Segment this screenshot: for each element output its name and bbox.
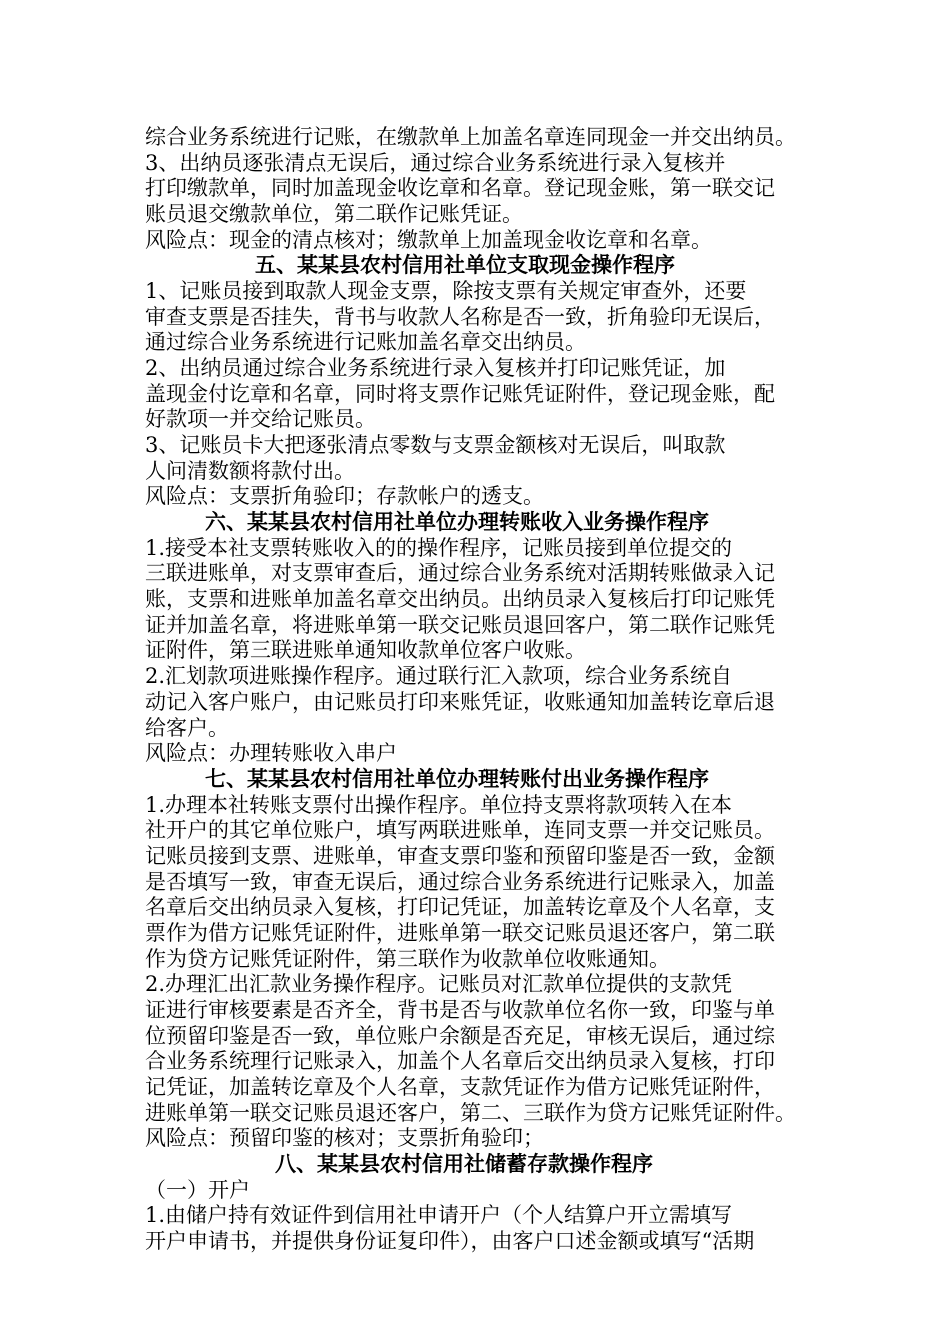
text-line: 票作为借方记账凭证附件，进账单第一联交记账员退还客户，第二联 (145, 921, 775, 945)
text-line: 给客户。 (145, 716, 229, 740)
text-line: 位预留印鉴是否一致，单位账户余额是否充足，审核无误后，通过综 (145, 1024, 775, 1048)
text-line: 审查支票是否挂失，背书与收款人名称是否一致，折角验印无误后， (145, 305, 775, 329)
text-line: 2、出纳员通过综合业务系统进行录入复核并打印记账凭证，加 (145, 356, 726, 380)
text-line: 人问清数额将款付出。 (145, 459, 355, 483)
text-line: 社开户的其它单位账户，填写两联进账单，连同支票一并交记账员。 (145, 818, 775, 842)
text-line: 1、记账员接到取款人现金支票，除按支票有关规定审查外，还要 (145, 279, 747, 303)
section-heading: 八、某某县农村信用社储蓄存款操作程序 (275, 1152, 653, 1176)
text-line: 综合业务系统进行记账，在缴款单上加盖名章连同现金一并交出纳员。 (145, 125, 796, 149)
text-line: 2.汇划款项进账操作程序。通过联行汇入款项，综合业务系统自 (145, 664, 733, 688)
text-line: 进账单第一联交记账员退还客户，第二、三联作为贷方记账凭证附件。 (145, 1101, 796, 1125)
text-line: 名章后交出纳员录入复核，打印记凭证，加盖转讫章及个人名章，支 (145, 895, 775, 919)
text-line: 风险点：支票折角验印；存款帐户的透支。 (145, 484, 544, 508)
text-line: 1.办理本社转账支票付出操作程序。单位持支票将款项转入在本 (145, 793, 733, 817)
text-line: 合业务系统理行记账录入，加盖个人名章后交出纳员录入复核，打印 (145, 1049, 775, 1073)
text-line: 风险点：预留印鉴的核对；支票折角验印； (145, 1126, 544, 1150)
section-heading: 六、某某县农村信用社单位办理转账收入业务操作程序 (205, 510, 709, 534)
text-line: 账员退交缴款单位，第二联作记账凭证。 (145, 202, 523, 226)
text-line: 证并加盖名章，将进账单第一联交记账员退回客户，第二联作记账凭 (145, 613, 775, 637)
text-line: 盖现金付讫章和名章，同时将支票作记账凭证附件，登记现金账，配 (145, 382, 775, 406)
text-line: 2.办理汇出汇款业务操作程序。记账员对汇款单位提供的支款凭 (145, 972, 733, 996)
text-line: 记凭证，加盖转讫章及个人名章，支款凭证作为借方记账凭证附件， (145, 1075, 775, 1099)
text-line: 风险点：现金的清点核对；缴款单上加盖现金收讫章和名章。 (145, 228, 712, 252)
text-line: 证进行审核要素是否齐全，背书是否与收款单位名你一致，印鉴与单 (145, 998, 775, 1022)
text-line: 账，支票和进账单加盖名章交出纳员。出纳员录入复核后打印记账凭 (145, 587, 775, 611)
text-line: 开户申请书，并提供身份证复印件），由客户口述金额或填写“活期 (145, 1229, 755, 1253)
text-line: 3、出纳员逐张清点无误后，通过综合业务系统进行录入复核并 (145, 151, 726, 175)
text-line: 好款项一并交给记账员。 (145, 407, 376, 431)
text-line: 记账员接到支票、进账单，审查支票印鉴和预留印鉴是否一致，金额 (145, 844, 775, 868)
text-line: 通过综合业务系统进行记账加盖名章交出纳员。 (145, 330, 586, 354)
text-line: 是否填写一致，审查无误后，通过综合业务系统进行记账录入，加盖 (145, 870, 775, 894)
text-line: 1.接受本社支票转账收入的的操作程序，记账员接到单位提交的 (145, 536, 733, 560)
text-line: 风险点：办理转账收入串户 (145, 741, 397, 765)
text-line: 3、记账员卡大把逐张清点零数与支票金额核对无误后，叫取款 (145, 433, 726, 457)
text-line: 三联进账单，对支票审查后，通过综合业务系统对活期转账做录入记 (145, 561, 775, 585)
text-line: 证附件，第三联进账单通知收款单位客户收账。 (145, 638, 586, 662)
section-heading: 五、某某县农村信用社单位支取现金操作程序 (255, 253, 675, 277)
text-line: 作为贷方记账凭证附件，第三联作为收款单位收账通知。 (145, 947, 670, 971)
text-line: 动记入客户账户，由记账员打印来账凭证，收账通知加盖转讫章后退 (145, 690, 775, 714)
section-heading: 七、某某县农村信用社单位办理转账付出业务操作程序 (205, 767, 709, 791)
text-line: 打印缴款单，同时加盖现金收讫章和名章。登记现金账，第一联交记 (145, 176, 775, 200)
text-line: （一）开户 (145, 1178, 250, 1202)
text-line: 1.由储户持有效证件到信用社申请开户（个人结算户开立需填写 (145, 1203, 733, 1227)
